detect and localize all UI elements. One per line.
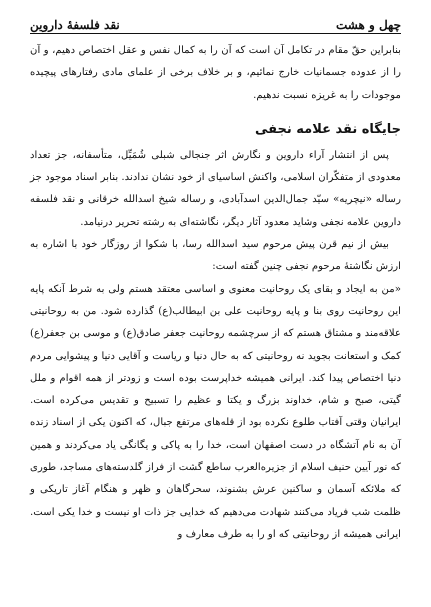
running-title: نقد فلسفهٔ داروین (30, 18, 120, 32)
paragraph-context: پس از انتشار آراء داروین و نگارش اثر جنجالی شبلی شُمَیِّل، متأسفانه، جز تعداد معدودی از متفکّران اسلامی، واکنش اساسیای از خود نشان ندادند. بنابر اسناد موجود جز رساله «نیچریه» سیّد جمال‌الدین اسدآبادی، و رساله شیخ اسدالله خرقانی و نقد فلسفه داروین علامه نجفی وشاید معدود آثار دیگر، نگاشته‌ای به رشته تحریر درنیامد. (30, 149, 401, 228)
paragraph-quote-intro: بیش از نیم قرن پیش مرحوم سید اسدالله رسا، با شکوا از روزگار خود با اشاره به ارزش نگاشتهٔ مرحوم نجفی چنین گفته است: (30, 239, 401, 273)
page-header (30, 10, 401, 32)
paragraph-quote: «من به ایجاد و بقای یک روحانیت معنوی و اساسی معتقد هستم ولی به شرط آنکه پایه این روحانیت روی بنا و پایه روحانیت علی بن ابیطالب(ع) گذارده شود. من به روحانیتی علاقه‌مند و مشتاق هستم که از سرچشمه روحانیت جعفر صادق(ع) و موسی بن جعفر(ع) کمک و استعانت بجوید نه روحانیتی که به حال دنیا و ریاست و آقایی دنیا و پیشوایی مردم دنیا اختصاص پیدا کند. ایرانی همیشه خداپرست بوده است و زودتر از همه اقوام و ملل گیتی، صبح و شام، خداوند بزرگ و یکتا و عظیم را تسبیح و تقدیس می‌کرده است. ایرانیان وقتی آفتاب طلوع نکرده بود از قله‌های مرتفع جبال، که اکنون یکی از اسناد زنده آن به نام آتشگاه در دست اصفهان است، خدا را به پاکی و یگانگی یاد می‌کردند و همین که نور آیین حنیف اسلام از جزیره‌العرب ساطع گشت از فراز گلدسته‌های مساجد، طوری که ملائکه آسمان و ساکنین عرش بشنوند، سحرگاهان و ظهر و هنگام آغاز تاریکی و ظلمت شب فریاد می‌کنند شهادت می‌دهیم که خدایی جز ذات او نیست و خدا یکی است. ایرانی همیشه از روحانیتی که او را به طرف معارف و (30, 283, 401, 540)
header-divider (30, 33, 401, 34)
paragraph-intro: بنابراین حقّ مقام در تکامل آن است که آن را به کمال نفس و عقل اختصاص دهیم، و آن را از عدوده جسمانیات خارج نمائیم، و بر خلاف برخی از علمای مادی رفتارهای پیچیده موجودات را به غریزه نسبت ندهیم. (30, 45, 401, 101)
chapter-page-label: چهل و هشت (335, 18, 401, 32)
section-heading: جایگاه نقد علامه نجفی (254, 121, 401, 137)
body-text (30, 40, 401, 546)
